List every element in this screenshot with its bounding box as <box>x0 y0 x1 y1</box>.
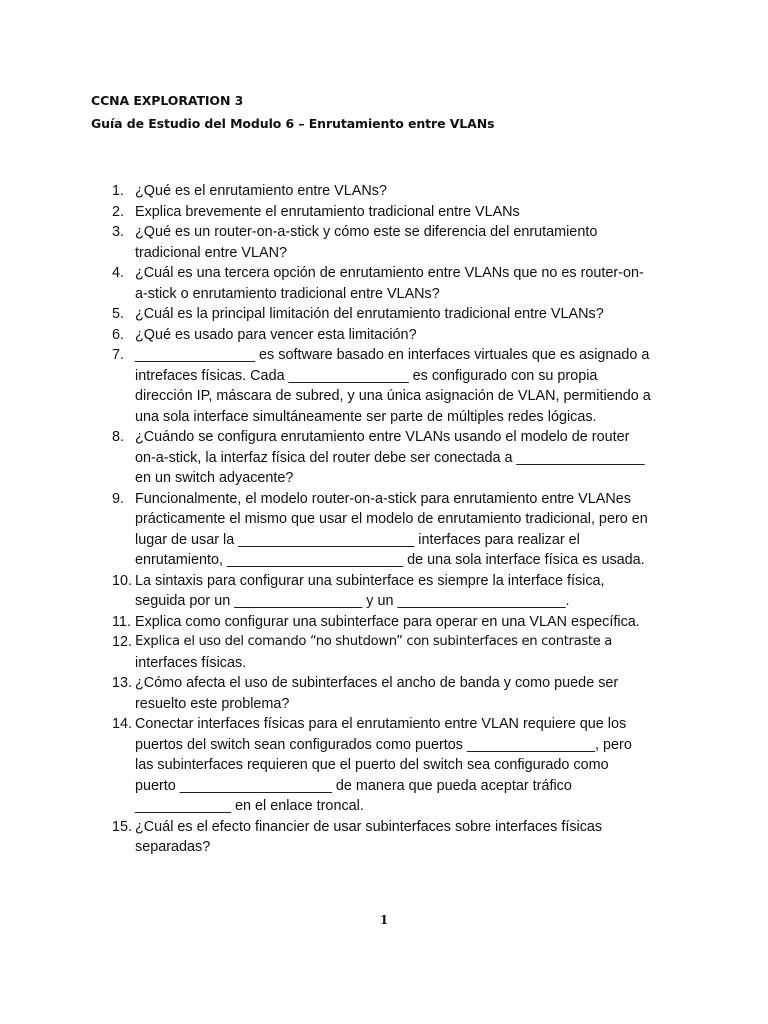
question-line: ¿Cuál es el efecto financier de usar subinterfaces sobre interfaces físicas <box>135 818 603 835</box>
question-item <box>0 612 768 633</box>
question-line: en un switch adyacente? <box>135 470 294 486</box>
question-number: 14. <box>112 716 133 732</box>
question-line: ¿Cuál es la principal limitación del enrutamiento tradicional entre VLANs? <box>135 306 604 322</box>
question-number: 4. <box>112 265 125 281</box>
question-text <box>135 817 680 858</box>
question-text <box>135 673 680 714</box>
question-item <box>0 202 768 223</box>
question-number: 5. <box>112 306 125 322</box>
question-item <box>0 427 768 489</box>
question-line: interfaces físicas. <box>135 654 247 671</box>
question-text <box>135 714 680 817</box>
question-text <box>135 612 680 633</box>
question-item <box>0 632 768 673</box>
question-number: 1. <box>112 183 125 199</box>
question-number: 2. <box>112 203 125 220</box>
question-number: 7. <box>112 347 125 363</box>
course-title: CCNA EXPLORATION 3 <box>91 93 244 108</box>
question-text <box>135 489 680 571</box>
question-line: a-stick o enrutamiento tradicional entre VLANs? <box>135 285 440 302</box>
question-number: 12. <box>112 634 133 650</box>
question-list <box>0 181 768 858</box>
question-line: puertos del switch sean configurados como puertos ________________, pero <box>135 736 632 753</box>
question-item <box>0 263 768 304</box>
question-text <box>135 632 680 673</box>
question-number: 9. <box>112 490 125 507</box>
question-line: La sintaxis para configurar una subinterface es siempre la interface física, <box>135 572 605 589</box>
question-text <box>135 202 680 223</box>
question-item <box>0 489 768 571</box>
question-item <box>0 714 768 817</box>
question-line: Explica brevemente el enrutamiento tradicional entre VLANs <box>135 203 520 220</box>
question-item <box>0 817 768 858</box>
page-number: 1 <box>379 913 389 927</box>
question-line: Funcionalmente, el modelo router-on-a-stick para enrutamiento entre VLANes <box>135 490 631 507</box>
question-text <box>135 304 680 325</box>
question-text <box>135 325 680 346</box>
question-line: ¿Cómo afecta el uso de subinterfaces el ancho de banda y como puede ser <box>135 675 619 691</box>
question-text <box>135 345 680 427</box>
question-line: puerto ___________________ de manera que pueda aceptar tráfico <box>135 777 572 794</box>
question-line: una sola interface simultáneamente ser parte de múltiples redes lógicas. <box>135 408 597 425</box>
question-line: Conectar interfaces físicas para el enrutamiento entre VLAN requiere que los <box>135 716 627 732</box>
question-line: seguida por un ________________ y un _____________________. <box>135 593 570 609</box>
question-line: resuelto este problema? <box>135 695 290 712</box>
question-line: ¿Cuál es una tercera opción de enrutamiento entre VLANs que no es router-on- <box>135 265 644 281</box>
question-line: ¿Qué es el enrutamiento entre VLANs? <box>135 183 387 199</box>
question-item <box>0 304 768 325</box>
question-line: tradicional entre VLAN? <box>135 244 287 261</box>
question-text <box>135 263 680 304</box>
question-line: Explica el uso del comando “no shutdown” con subinterfaces en contraste a <box>135 634 613 649</box>
question-item <box>0 571 768 612</box>
question-line: ____________ en el enlace troncal. <box>135 798 364 814</box>
guide-title: Guía de Estudio del Modulo 6 – Enrutamiento entre VLANs <box>91 116 495 131</box>
question-number: 6. <box>112 326 125 343</box>
question-number: 15. <box>112 818 133 835</box>
question-line: ¿Qué es un router-on-a-stick y cómo este se diferencia del enrutamiento <box>135 224 598 240</box>
question-line: intrefaces físicas. Cada _______________ es configurado con su propia <box>135 367 598 384</box>
question-text <box>135 181 680 202</box>
question-item <box>0 345 768 427</box>
question-line: separadas? <box>135 839 211 855</box>
question-item <box>0 325 768 346</box>
question-number: 13. <box>112 675 133 691</box>
question-text <box>135 427 680 489</box>
question-line: lugar de usar la ______________________ interfaces para realizar el <box>135 531 580 548</box>
question-line: enrutamiento, ______________________ de una sola interface física es usada. <box>135 552 645 568</box>
question-item <box>0 673 768 714</box>
question-line: Explica como configurar una subinterface para operar en una VLAN específica. <box>135 613 640 630</box>
question-line: _______________ es software basado en interfaces virtuales que es asignado a <box>135 347 650 363</box>
question-text <box>135 222 680 263</box>
question-line: on-a-stick, la interfaz física del router debe ser conectada a ________________ <box>135 449 645 466</box>
question-line: prácticamente el mismo que usar el modelo de enrutamiento tradicional, pero en <box>135 511 648 527</box>
question-number: 10. <box>112 572 133 589</box>
question-item <box>0 181 768 202</box>
question-item <box>0 222 768 263</box>
question-text <box>135 571 680 612</box>
question-number: 11. <box>112 613 131 630</box>
question-line: ¿Qué es usado para vencer esta limitación? <box>135 326 417 343</box>
question-line: dirección IP, máscara de subred, y una única asignación de VLAN, permitiendo a <box>135 388 651 404</box>
question-number: 8. <box>112 429 125 445</box>
question-line: las subinterfaces requieren que el puerto del switch sea configurado como <box>135 757 609 773</box>
question-line: ¿Cuándo se configura enrutamiento entre VLANs usando el modelo de router <box>135 429 630 445</box>
question-number: 3. <box>112 224 125 240</box>
